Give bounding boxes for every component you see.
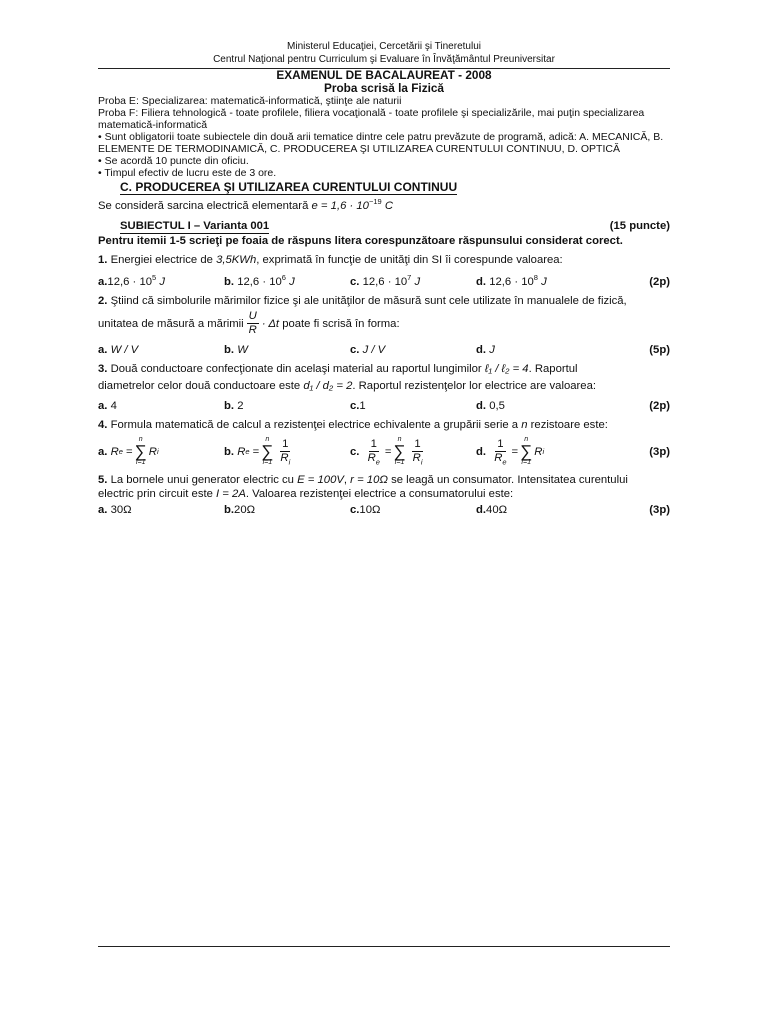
question-3-options <box>98 399 670 413</box>
instruction-bullet-1: • Sunt obligatorii toate subiectele din două arii tematice dintre cele patru prevăzute de programă, adică: A. MECANICĂ, B. ELEMENTE DE TERMODINAMICĂ, C. PRODUCEREA ŞI UTILIZAREA CURENTULUI CONTINUU, D. OPTICĂ <box>98 131 664 155</box>
q2-option-d: d. J <box>476 344 495 356</box>
q1-points: (2p) <box>649 276 670 288</box>
q2-option-b: b. W <box>224 344 248 356</box>
subject-header <box>98 219 670 234</box>
proba-f: Proba F: Filiera tehnologică - toate profilele, filiera vocaţională - toate profilele şi specializările, mai puţin specializarea matematică-informatică <box>98 107 645 131</box>
center-name: Centrul Naţional pentru Curriculum şi Evaluare în Învăţământul Preuniversitar <box>213 54 555 65</box>
q1-option-a: $a.12,6 \cdot 10^5$ J <box>98 273 165 288</box>
q1-option-b: b. $12,6 \cdot 10^6$ J <box>224 273 295 288</box>
question-2: 2. Ştiind că simbolurile mărimilor fizice şi ale unităţilor de măsură sunt cele utilizate în manualele de fizică, <box>98 295 627 307</box>
sum-symbol: n ∑ i=1 <box>134 436 147 466</box>
ministry-name: Ministerul Educaţiei, Cercetării şi Tineretului <box>287 41 481 52</box>
subject-instruction: Pentru itemii 1-5 scrieţi pe foaia de răspuns litera corespunzătoare răspunsului considerat corect. <box>98 235 623 247</box>
sum-symbol: n ∑ i=1 <box>520 436 533 466</box>
question-4: 4. Formula matematică de calcul a rezistenţei electrice echivalente a grupării serie a n rezistoare este: <box>98 419 608 431</box>
exam-subtitle: Proba scrisă la Fizică <box>324 81 444 95</box>
q4-option-d: d. $\frac{1}{R_e}$ = n ∑ i=1 R i <box>476 436 545 467</box>
q4-option-c: c. $\frac{1}{R_e}$ = n ∑ i=1 $\frac{1}{R_i}$ <box>350 436 423 467</box>
q4-option-a: a. R e = n ∑ i=1 R i <box>98 436 159 466</box>
q5-option-a: a. 30Ω <box>98 504 132 516</box>
q5-option-c: c.10Ω <box>350 504 381 516</box>
proba-e: Proba E: Specializarea: matematică-informatică, ştiinţe ale naturii <box>98 95 402 107</box>
q4-points: (3p) <box>649 445 670 458</box>
q2-option-c: c. J / V <box>350 344 386 356</box>
q2-points: (5p) <box>649 344 670 356</box>
section-title: C. PRODUCEREA ŞI UTILIZAREA CURENTULUI CONTINUU <box>120 180 458 194</box>
question-4-options <box>98 436 670 467</box>
subject-points: (15 puncte) <box>609 220 670 232</box>
q3-points: (2p) <box>649 400 670 412</box>
one-over-ri-fraction: $\frac{1}{R_i}$ <box>280 438 291 467</box>
q5-option-b: b.20Ω <box>224 504 256 516</box>
footer-divider <box>98 946 670 947</box>
q1-option-d: d. $12,6 \cdot 10^8$ J <box>476 273 547 288</box>
exam-title: EXAMENUL DE BACALAUREAT - 2008 <box>276 68 492 82</box>
one-over-ri-fraction: $\frac{1}{R_i}$ <box>412 438 423 467</box>
q3-option-c: c.1 <box>350 400 366 412</box>
q1-option-c: c. $12,6 \cdot 10^7$ J <box>350 273 421 288</box>
question-5-line-2: electric prin circuit este I = 2A. Valoarea rezistenţei electrice a consumatorului este: <box>98 488 514 500</box>
question-1: 1. Energiei electrice de 3,5KWh, exprimată în funcţie de unităţi din SI îi corespunde valoarea: <box>98 254 563 266</box>
q5-option-d: d.40Ω <box>476 504 508 516</box>
one-over-re-fraction: $\frac{1}{R_e}$ <box>367 438 380 467</box>
sum-symbol: n ∑ i=1 <box>393 436 406 466</box>
question-5: 5. La bornele unui generator electric cu E = 100V, r = 10Ω se leagă un consumator. Intensitatea curentului <box>98 474 628 486</box>
question-1-options <box>98 275 670 289</box>
q3-option-a: a. 4 <box>98 400 117 412</box>
charge-line: Se consideră sarcina electrică elementară $e = 1,6 \cdot 10^{-19}$ C <box>98 197 394 212</box>
q5-points: (3p) <box>649 504 670 516</box>
u-over-r-fraction: $\frac{U}{R}$ <box>248 310 257 336</box>
instruction-bullet-3: • Timpul efectiv de lucru este de 3 ore. <box>98 167 277 179</box>
exam-page <box>98 40 670 517</box>
question-3-line-2: diametrelor celor două conductoare este d₁ / d₂ = 2. Raportul rezistenţelor lor electrice are valoarea: <box>98 380 596 392</box>
q2-option-a: a. W / V <box>98 344 139 356</box>
question-3: 3. Două conductoare confecţionate din acelaşi material au raportul lungimilor ℓ₁ / ℓ₂ = 4. Raportul <box>98 363 578 375</box>
q3-option-d: d. 0,5 <box>476 400 505 412</box>
question-2-options <box>98 343 670 357</box>
q4-option-b: b. R e = n ∑ i=1 $\frac{1}{R_i}$ <box>224 436 291 467</box>
one-over-re-fraction: $\frac{1}{R_e}$ <box>494 438 507 467</box>
q3-option-b: b. 2 <box>224 400 244 412</box>
charge-formula: e = 1,6 · 10 <box>311 200 369 212</box>
sum-symbol: n ∑ i=1 <box>261 436 274 466</box>
subject-name: SUBIECTUL I – Varianta 001 <box>120 220 270 232</box>
question-2-line-2: unitatea de măsură a mărimii $\frac{U}{R}$ · Δt poate fi scrisă în forma: <box>98 310 400 336</box>
instruction-bullet-2: • Se acordă 10 puncte din oficiu. <box>98 155 249 167</box>
question-5-options <box>98 503 670 517</box>
